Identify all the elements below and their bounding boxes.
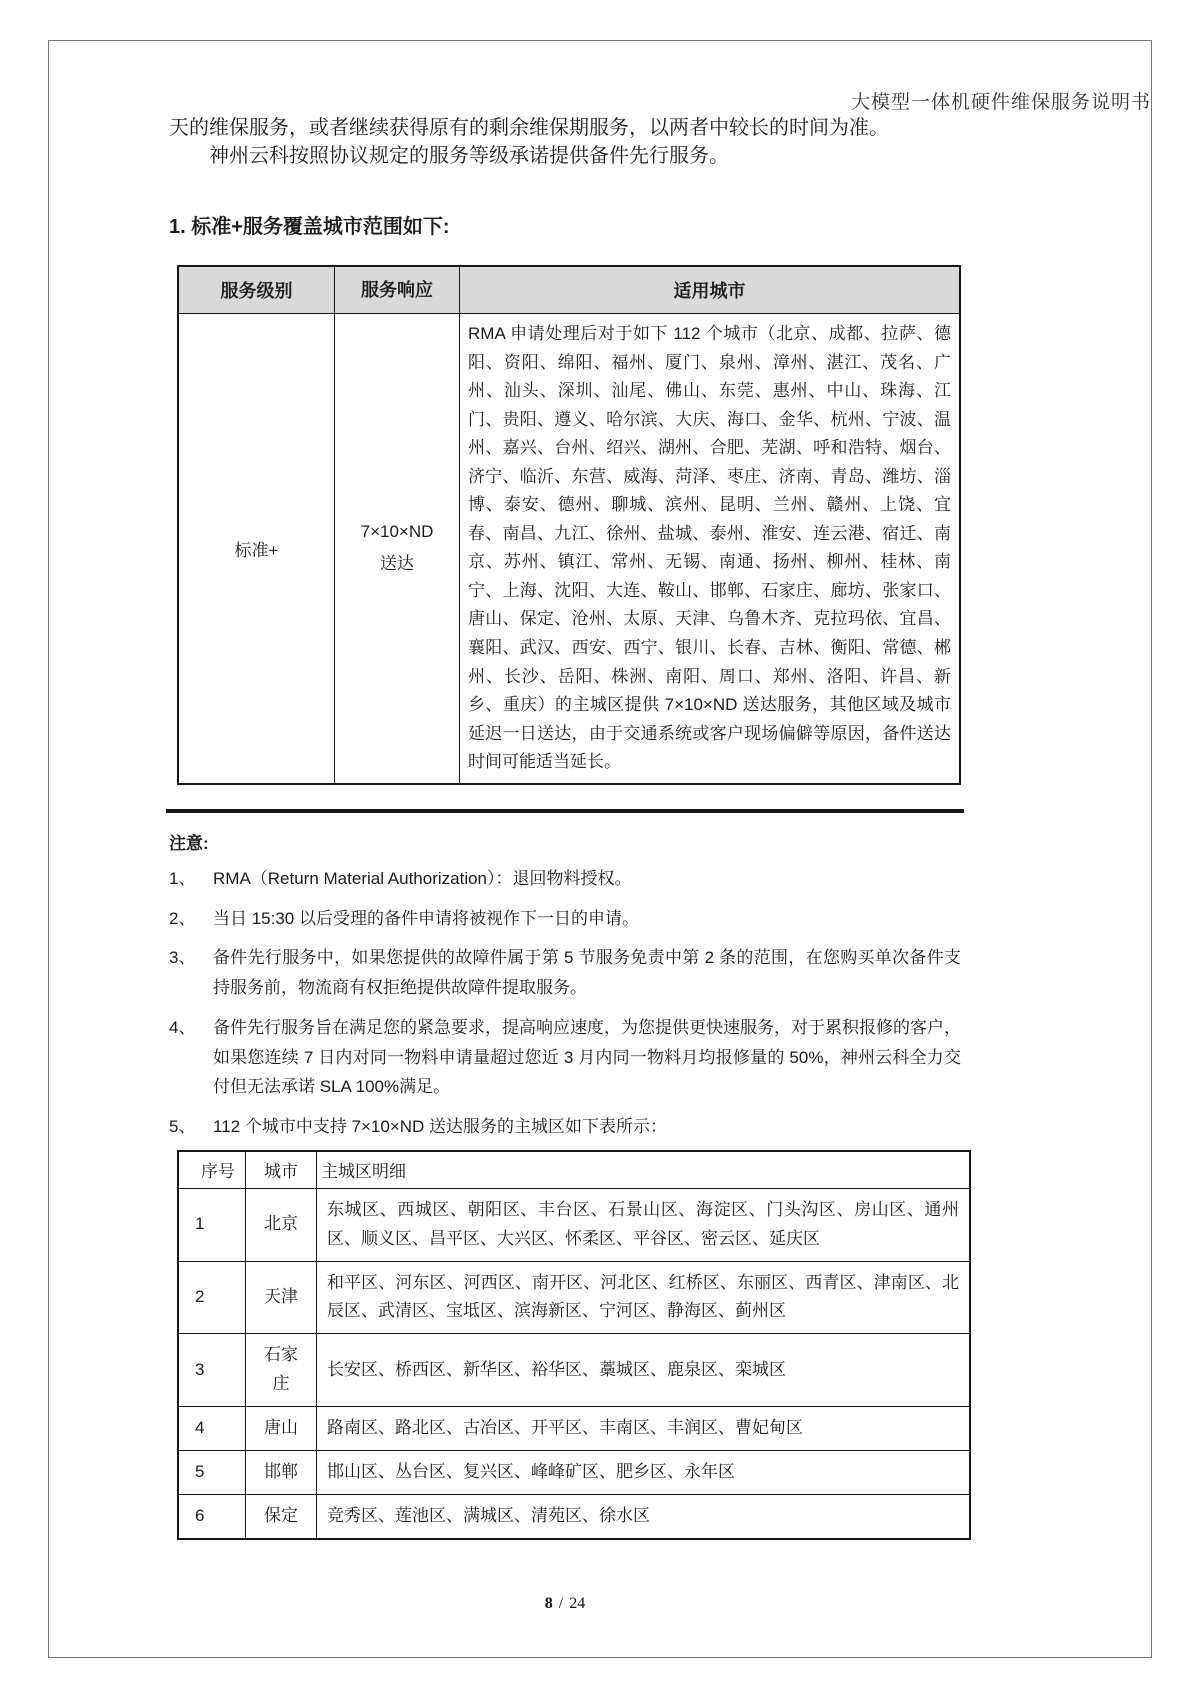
- district-row-baoding: [178, 1494, 970, 1538]
- page-footer: [169, 1595, 961, 1613]
- col-header-city: 城市: [246, 1151, 317, 1189]
- header-title: 大模型一体机硬件维保服务说明书: [850, 92, 1151, 113]
- cell-districts: 和平区、河东区、河西区、南开区、河北区、红桥区、东丽区、西青区、津南区、北辰区、武清区、宝坻区、滨海新区、宁河区、静海区、蓟州区: [317, 1261, 971, 1334]
- cell-city: 唐山: [246, 1407, 317, 1451]
- cell-service-response: [335, 314, 460, 784]
- note-text: 当日 15:30 以后受理的备件申请将被视作下一日的申请。: [213, 908, 639, 928]
- district-row-shijiazhuang: [178, 1334, 970, 1407]
- note-item-4: [169, 1013, 961, 1102]
- cell-districts: 路南区、路北区、古冶区、开平区、丰南区、丰润区、曹妃甸区: [317, 1407, 971, 1451]
- district-row-tangshan: [178, 1407, 970, 1451]
- page-content: [169, 114, 961, 1540]
- note-text: RMA（Return Material Authorization）：退回物料授权。: [213, 868, 632, 888]
- district-table-header-row: [178, 1151, 970, 1189]
- note-number: 1、: [169, 868, 196, 888]
- page-total: 24: [569, 1595, 586, 1612]
- service-response-line2: 送达: [380, 554, 414, 574]
- paragraph-remaining-warranty: 天的维保服务，或者继续获得原有的剩余维保期服务，以两者中较长的时间为准。: [169, 117, 889, 139]
- section-divider-rule: [166, 809, 964, 813]
- cell-index: 4: [178, 1407, 246, 1451]
- service-table-row: [178, 314, 960, 784]
- district-row-handan: [178, 1450, 970, 1494]
- col-header-districts: 主城区明细: [317, 1151, 971, 1189]
- cell-city: 天津: [246, 1261, 317, 1334]
- cell-districts: 东城区、西城区、朝阳区、丰台区、石景山区、海淀区、门头沟区、房山区、通州区、顺义区、昌平区、大兴区、怀柔区、平谷区、密云区、延庆区: [317, 1188, 971, 1261]
- note-item-5: [169, 1112, 961, 1142]
- service-coverage-table: [177, 265, 961, 785]
- notes-title: 注意:: [169, 833, 209, 853]
- cell-districts: 邯山区、丛台区、复兴区、峰峰矿区、肥乡区、永年区: [317, 1450, 971, 1494]
- section-heading: 1. 标准+服务覆盖城市范围如下:: [169, 216, 450, 238]
- district-row-tianjin: [178, 1261, 970, 1334]
- col-header-service-level: 服务级别: [178, 266, 335, 314]
- page-number: 8: [544, 1595, 553, 1612]
- district-detail-table: [177, 1150, 971, 1540]
- col-header-service-response: 服务响应: [335, 266, 460, 314]
- district-row-beijing: [178, 1188, 970, 1261]
- cell-city: 邯郸: [246, 1450, 317, 1494]
- note-item-1: [169, 864, 961, 894]
- note-number: 5、: [169, 1117, 196, 1136]
- note-number: 2、: [169, 908, 196, 928]
- note-number: 3、: [169, 948, 196, 968]
- cell-index: 6: [178, 1494, 246, 1538]
- cell-city: 石家庄: [246, 1334, 317, 1407]
- cell-index: 1: [178, 1188, 246, 1261]
- cell-index: 5: [178, 1450, 246, 1494]
- document-header: [49, 87, 1151, 114]
- page-border-frame: [48, 40, 1152, 1658]
- note-number: 4、: [169, 1017, 196, 1037]
- paragraph-spare-parts-commitment: 神州云科按照协议规定的服务等级承诺提供备件先行服务。: [209, 145, 729, 167]
- col-header-index: 序号: [178, 1151, 246, 1189]
- note-item-2: [169, 904, 961, 934]
- cell-districts: 长安区、桥西区、新华区、裕华区、藁城区、鹿泉区、栾城区: [317, 1334, 971, 1407]
- note-text: 112 个城市中支持 7×10×ND 送达服务的主城区如下表所示：: [213, 1117, 668, 1136]
- service-table-header-row: [178, 266, 960, 314]
- service-response-line1: 7×10×ND: [360, 522, 434, 542]
- page-number-separator: /: [558, 1595, 564, 1612]
- cell-city: 保定: [246, 1494, 317, 1538]
- cell-index: 2: [178, 1261, 246, 1334]
- cell-service-level: 标准+: [178, 314, 335, 784]
- cell-city: 北京: [246, 1188, 317, 1261]
- note-item-3: [169, 943, 961, 1003]
- cell-districts: 竞秀区、莲池区、满城区、清苑区、徐水区: [317, 1494, 971, 1538]
- note-text: 备件先行服务中，如果您提供的故障件属于第 5 节服务免责中第 2 条的范围，在您购买单次备件支持服务前，物流商有权拒绝提供故障件提取服务。: [213, 948, 961, 997]
- cell-index: 3: [178, 1334, 246, 1407]
- note-text: 备件先行服务旨在满足您的紧急要求，提高响应速度，为您提供更快速服务，对于累积报修的客户，如果您连续 7 日内对同一物料申请量超过您近 3 月内同一物料月均报修量的 50%，神州云科全力交付但无法承诺 SLA 100%满足。: [213, 1017, 961, 1097]
- col-header-applicable-cities: 适用城市: [460, 266, 961, 314]
- cell-applicable-cities: RMA 申请处理后对于如下 112 个城市（北京、成都、拉萨、德阳、资阳、绵阳、福州、厦门、泉州、漳州、湛江、茂名、广州、汕头、深圳、汕尾、佛山、东莞、惠州、中山、珠海、江门、贵阳、遵义、哈尔滨、大庆、海口、金华、杭州、宁波、温州、嘉兴、台州、绍兴、湖州、合肥、芜湖、呼和浩特、烟台、济宁、临沂、东营、威海、菏泽、枣庄、济南、青岛、潍坊、淄博、泰安、德州、聊城、滨州、昆明、兰州、赣州、上饶、宜春、南昌、九江、徐州、盐城、泰州、淮安、连云港、宿迁、南京、苏州、镇江、常州、无锡、南通、扬州、柳州、桂林、南宁、上海、沈阳、大连、鞍山、邯郸、石家庄、廊坊、张家口、唐山、保定、沧州、太原、天津、乌鲁木齐、克拉玛依、宜昌、襄阳、武汉、西安、西宁、银川、长春、吉林、衡阳、常德、郴州、长沙、岳阳、株洲、南阳、周口、郑州、洛阳、许昌、新乡、重庆）的主城区提供 7×10×ND 送达服务，其他区域及城市延迟一日送达，由于交通系统或客户现场偏僻等原因，备件送达时间可能适当延长。: [460, 314, 961, 784]
